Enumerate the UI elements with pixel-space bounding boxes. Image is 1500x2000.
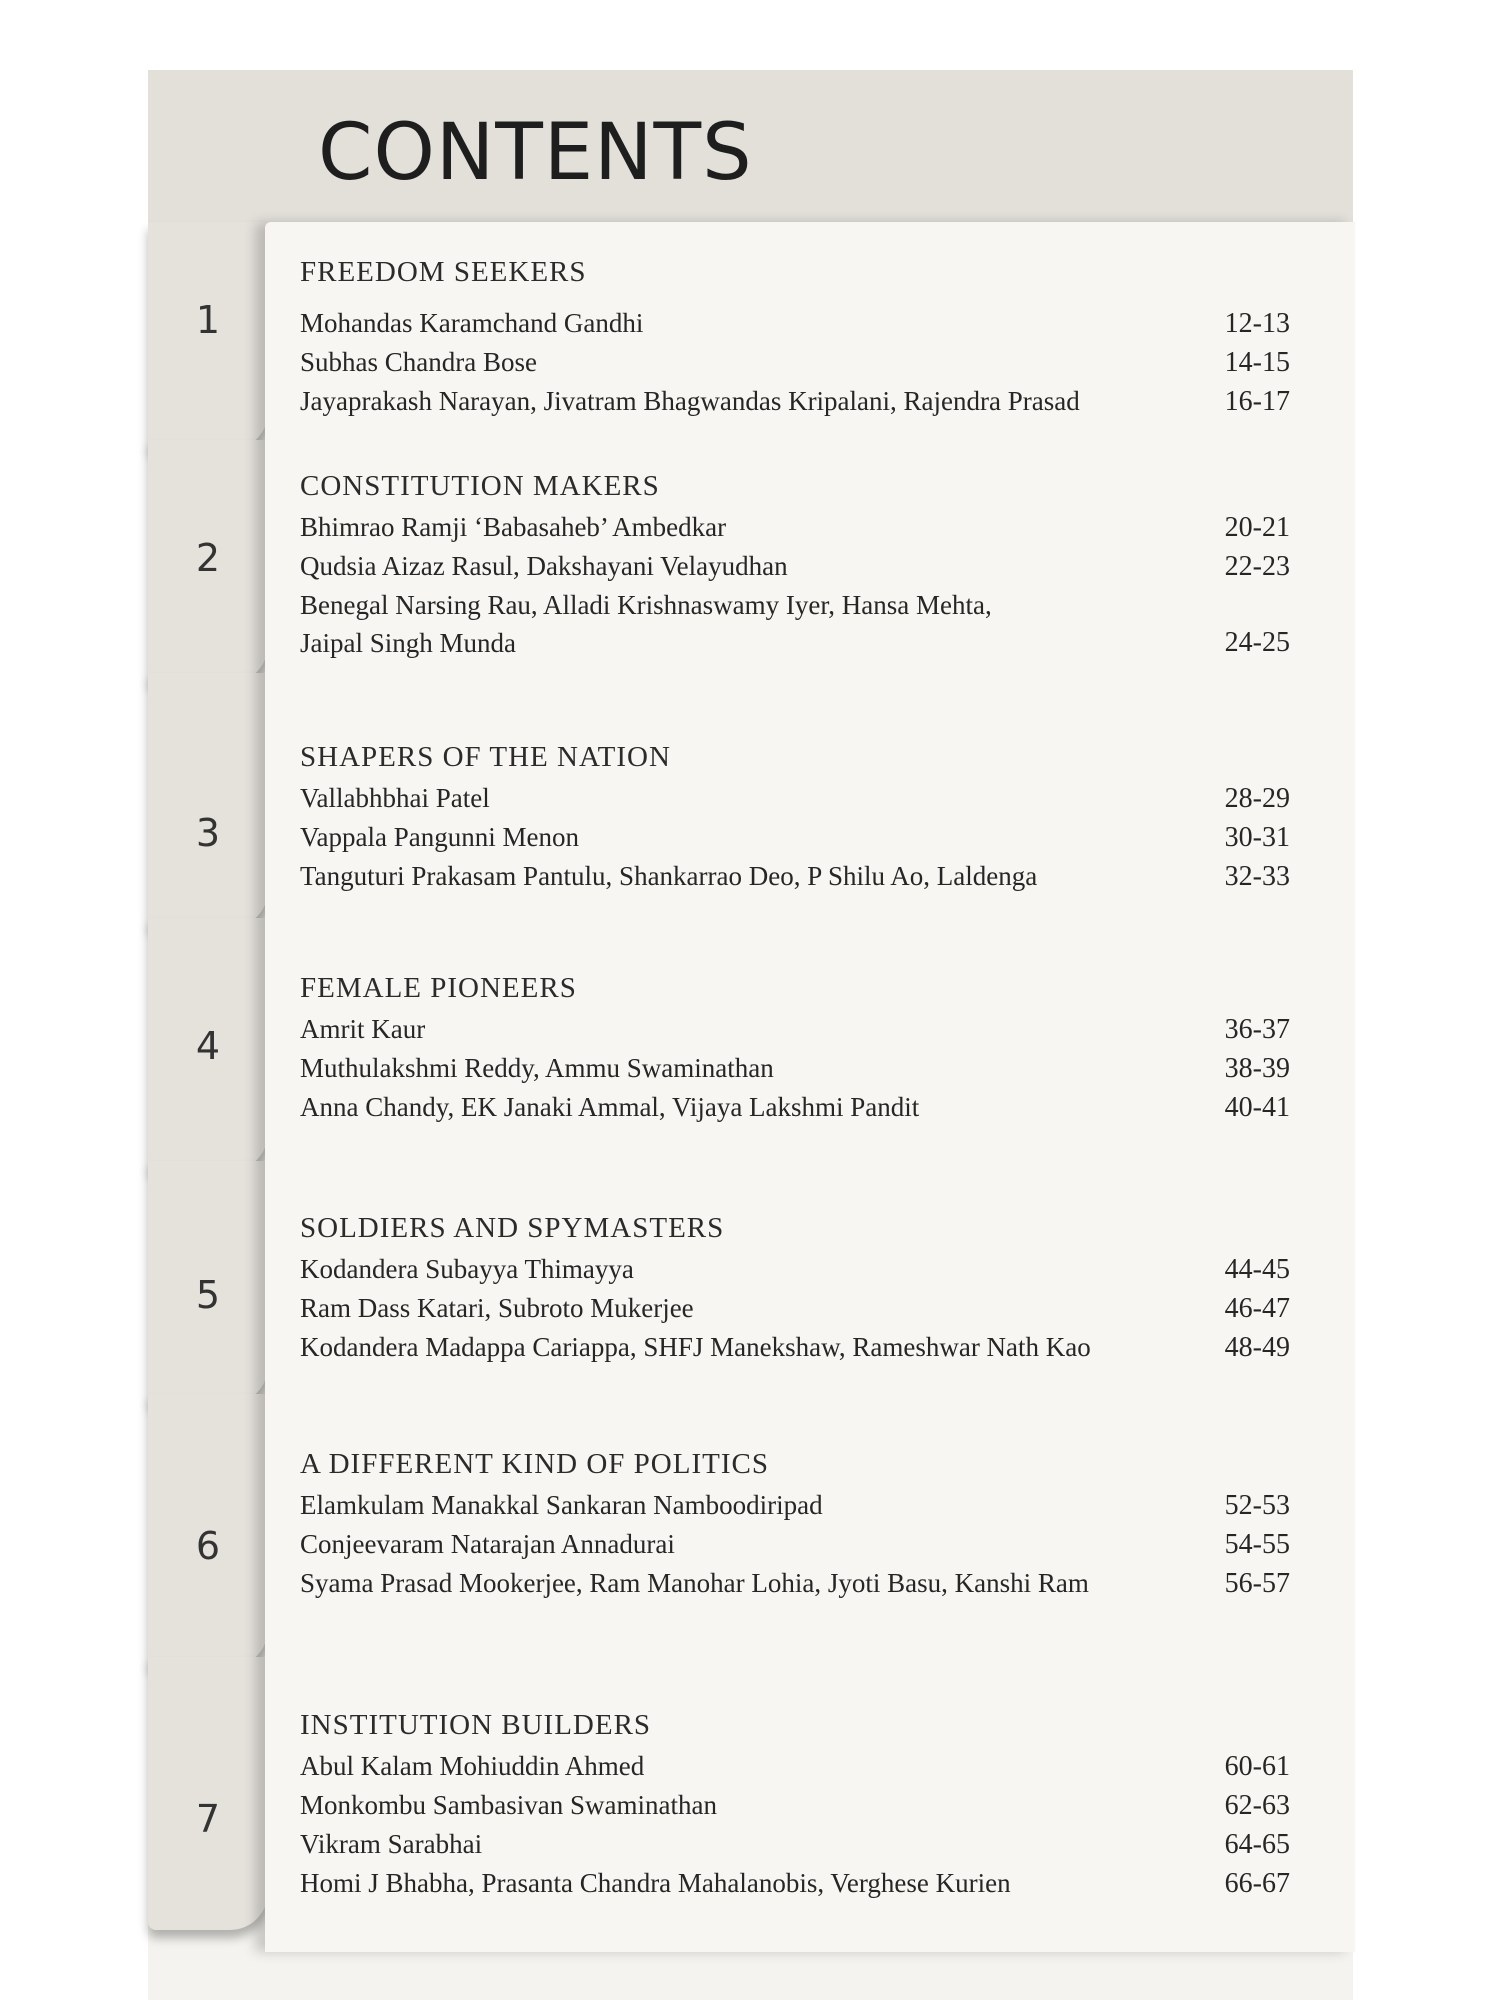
entry-pages: 24-25 <box>1224 627 1290 658</box>
toc-entry[interactable] <box>300 586 1290 662</box>
entry-pages: 38-39 <box>1224 1053 1290 1084</box>
toc-entry[interactable] <box>300 1010 1300 1049</box>
toc-entry[interactable] <box>300 1786 1300 1825</box>
entry-name: Amrit Kaur <box>300 1014 426 1044</box>
section-tab-5[interactable] <box>148 1161 268 1404</box>
entry-name: Monkombu Sambasivan Swaminathan <box>300 1790 717 1820</box>
section-shapers-of-the-nation <box>300 737 1300 896</box>
entry-pages: 40-41 <box>1224 1092 1290 1123</box>
entry-pages: 60-61 <box>1224 1751 1290 1782</box>
entry-pages: 30-31 <box>1224 822 1290 853</box>
tab-number: 6 <box>195 1524 221 1568</box>
entry-pages: 22-23 <box>1224 551 1290 582</box>
section-title: FREEDOM SEEKERS <box>300 256 587 288</box>
toc-entry[interactable] <box>300 1049 1300 1088</box>
section-constitution-makers <box>300 466 1300 662</box>
toc-entry[interactable] <box>300 1525 1300 1564</box>
entry-pages: 46-47 <box>1224 1293 1290 1324</box>
toc-entry[interactable] <box>300 1864 1300 1903</box>
toc-entry[interactable] <box>300 779 1300 818</box>
entry-name: Benegal Narsing Rau, Alladi Krishnaswamy Iyer, Hansa Mehta, Jaipal Singh Munda <box>300 590 992 658</box>
entry-name: Abul Kalam Mohiuddin Ahmed <box>300 1751 645 1781</box>
tab-number: 5 <box>195 1273 221 1317</box>
section-tab-2[interactable] <box>148 440 268 683</box>
entry-pages: 14-15 <box>1224 347 1290 378</box>
section-a-different-kind-of-politics <box>300 1444 1300 1603</box>
tab-number: 3 <box>195 811 221 855</box>
toc-entry[interactable] <box>300 1747 1300 1786</box>
section-title: SOLDIERS AND SPYMASTERS <box>300 1212 725 1244</box>
toc-entry[interactable] <box>300 1486 1300 1525</box>
entry-name: Mohandas Karamchand Gandhi <box>300 308 644 338</box>
entry-name: Muthulakshmi Reddy, Ammu Swaminathan <box>300 1053 774 1083</box>
entry-name: Kodandera Subayya Thimayya <box>300 1254 634 1284</box>
entry-pages: 66-67 <box>1224 1868 1290 1899</box>
section-female-pioneers <box>300 968 1300 1127</box>
toc-entry[interactable] <box>300 1328 1300 1367</box>
entry-name: Ram Dass Katari, Subroto Mukerjee <box>300 1293 694 1323</box>
toc-entry[interactable] <box>300 857 1300 896</box>
section-tab-1[interactable] <box>148 222 268 450</box>
toc-entry[interactable] <box>300 1289 1300 1328</box>
toc-entry[interactable] <box>300 547 1300 586</box>
entry-name: Bhimrao Ramji ‘Babasaheb’ Ambedkar <box>300 512 727 542</box>
entry-name: Elamkulam Manakkal Sankaran Namboodiripad <box>300 1490 823 1520</box>
section-soldiers-and-spymasters <box>300 1208 1300 1367</box>
entry-pages: 20-21 <box>1224 512 1290 543</box>
section-title: INSTITUTION BUILDERS <box>300 1709 652 1741</box>
entry-pages: 52-53 <box>1224 1490 1290 1521</box>
section-title: FEMALE PIONEERS <box>300 972 577 1004</box>
entry-name: Vappala Pangunni Menon <box>300 822 579 852</box>
entry-pages: 56-57 <box>1224 1568 1290 1599</box>
entry-pages: 16-17 <box>1224 386 1290 417</box>
tab-number: 7 <box>195 1797 221 1841</box>
toc-entry[interactable] <box>300 343 1300 382</box>
section-tab-6[interactable] <box>148 1394 268 1667</box>
entry-pages: 36-37 <box>1224 1014 1290 1045</box>
entry-pages: 32-33 <box>1224 861 1290 892</box>
entry-name: Syama Prasad Mookerjee, Ram Manohar Lohia, Jyoti Basu, Kanshi Ram <box>300 1568 1089 1598</box>
section-title: A DIFFERENT KIND OF POLITICS <box>300 1448 769 1480</box>
tab-number: 4 <box>195 1024 221 1068</box>
entry-name: Homi J Bhabha, Prasanta Chandra Mahalanobis, Verghese Kurien <box>300 1868 1011 1898</box>
entry-name: Vallabhbhai Patel <box>300 783 490 813</box>
entry-name: Qudsia Aizaz Rasul, Dakshayani Velayudhan <box>300 551 788 581</box>
tab-number: 2 <box>195 536 221 580</box>
entry-pages: 62-63 <box>1224 1790 1290 1821</box>
entry-name: Kodandera Madappa Cariappa, SHFJ Manekshaw, Rameshwar Nath Kao <box>300 1332 1091 1362</box>
entry-pages: 12-13 <box>1224 308 1290 339</box>
entry-name: Conjeevaram Natarajan Annadurai <box>300 1529 675 1559</box>
toc-entry[interactable] <box>300 382 1300 421</box>
toc-entry[interactable] <box>300 304 1300 343</box>
entry-pages: 48-49 <box>1224 1332 1290 1363</box>
toc-entry[interactable] <box>300 818 1300 857</box>
entry-name: Subhas Chandra Bose <box>300 347 537 377</box>
entry-pages: 54-55 <box>1224 1529 1290 1560</box>
section-institution-builders <box>300 1705 1300 1903</box>
entry-pages: 28-29 <box>1224 783 1290 814</box>
toc-entry[interactable] <box>300 1825 1300 1864</box>
section-title: CONSTITUTION MAKERS <box>300 470 660 502</box>
tab-number: 1 <box>195 298 221 342</box>
section-tab-7[interactable] <box>148 1657 268 1930</box>
toc-entry[interactable] <box>300 1564 1300 1603</box>
entry-name: Jayaprakash Narayan, Jivatram Bhagwandas Kripalani, Rajendra Prasad <box>300 386 1080 416</box>
page-title: CONTENTS <box>318 108 753 198</box>
toc-entry[interactable] <box>300 1088 1300 1127</box>
section-title: SHAPERS OF THE NATION <box>300 741 671 773</box>
entry-name: Vikram Sarabhai <box>300 1829 483 1859</box>
section-tab-4[interactable] <box>148 918 268 1171</box>
section-freedom-seekers <box>300 252 1300 421</box>
entry-name: Anna Chandy, EK Janaki Ammal, Vijaya Lakshmi Pandit <box>300 1092 920 1122</box>
entry-name: Tanguturi Prakasam Pantulu, Shankarrao Deo, P Shilu Ao, Laldenga <box>300 861 1038 891</box>
entry-pages: 64-65 <box>1224 1829 1290 1860</box>
toc-entry[interactable] <box>300 508 1300 547</box>
toc-entry[interactable] <box>300 1250 1300 1289</box>
section-tab-3[interactable] <box>148 673 268 928</box>
entry-pages: 44-45 <box>1224 1254 1290 1285</box>
